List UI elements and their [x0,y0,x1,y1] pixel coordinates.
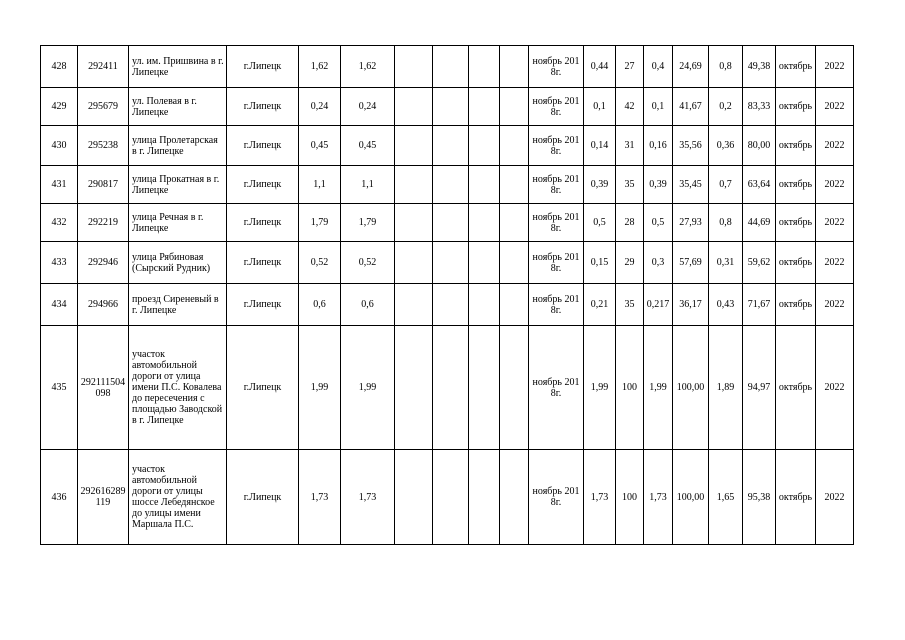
cell-num: 436 [41,450,78,545]
cell-num: 431 [41,166,78,204]
cell-len2: 0,24 [341,88,395,126]
cell-date: ноябрь 2018г. [529,450,584,545]
cell-city: г.Липецк [227,242,299,284]
cell-v1: 0,1 [584,88,616,126]
cell-len2: 0,52 [341,242,395,284]
cell-year: 2022 [816,46,854,88]
cell-v1: 0,44 [584,46,616,88]
cell-v6: 80,00 [743,126,776,166]
cell-date: ноябрь 2018г. [529,46,584,88]
cell-name: улица Пролетарская в г. Липецке [129,126,227,166]
cell-v1: 1,99 [584,326,616,450]
cell-len2: 1,79 [341,204,395,242]
cell-v6: 59,62 [743,242,776,284]
cell-v6: 49,38 [743,46,776,88]
cell-city: г.Липецк [227,326,299,450]
cell-year: 2022 [816,166,854,204]
cell-v5: 0,31 [709,242,743,284]
cell-num: 435 [41,326,78,450]
table-row [41,126,854,166]
table-row [41,284,854,326]
cell-c10 [500,242,529,284]
cell-code: 294966 [78,284,129,326]
cell-name: участок автомобильной дороги от улица имени П.С. Ковалева до пересечения с площадью Заводской в г. Липецке [129,326,227,450]
cell-c10 [500,166,529,204]
cell-v5: 0,2 [709,88,743,126]
cell-c10 [500,88,529,126]
cell-city: г.Липецк [227,204,299,242]
cell-len2: 1,62 [341,46,395,88]
cell-code: 292946 [78,242,129,284]
cell-len2: 1,1 [341,166,395,204]
cell-num: 429 [41,88,78,126]
cell-v5: 0,8 [709,46,743,88]
cell-c10 [500,46,529,88]
cell-v4: 41,67 [673,88,709,126]
cell-len2: 0,45 [341,126,395,166]
cell-v5: 0,43 [709,284,743,326]
cell-len2: 1,99 [341,326,395,450]
cell-year: 2022 [816,450,854,545]
cell-c7 [395,326,433,450]
cell-c7 [395,242,433,284]
table-row [41,46,854,88]
cell-c9 [469,326,500,450]
cell-month: октябрь [776,242,816,284]
cell-num: 430 [41,126,78,166]
cell-v1: 0,15 [584,242,616,284]
cell-name: улица Речная в г. Липецке [129,204,227,242]
cell-v4: 36,17 [673,284,709,326]
cell-v5: 0,36 [709,126,743,166]
cell-name: участок автомобильной дороги от улицы шоссе Лебедянское до улицы имени Маршала П.С. [129,450,227,545]
cell-c7 [395,204,433,242]
cell-len1: 0,45 [299,126,341,166]
cell-name: ул. Полевая в г. Липецке [129,88,227,126]
cell-city: г.Липецк [227,126,299,166]
cell-v2: 100 [616,326,644,450]
cell-c9 [469,126,500,166]
cell-v3: 0,5 [644,204,673,242]
cell-code: 292411 [78,46,129,88]
cell-v4: 35,56 [673,126,709,166]
cell-v4: 100,00 [673,326,709,450]
cell-month: октябрь [776,204,816,242]
cell-len1: 1,79 [299,204,341,242]
cell-date: ноябрь 2018г. [529,88,584,126]
cell-c7 [395,126,433,166]
cell-v1: 0,21 [584,284,616,326]
cell-city: г.Липецк [227,46,299,88]
cell-v2: 27 [616,46,644,88]
cell-year: 2022 [816,126,854,166]
cell-v3: 0,1 [644,88,673,126]
cell-len1: 0,52 [299,242,341,284]
cell-c9 [469,242,500,284]
cell-v3: 0,217 [644,284,673,326]
cell-num: 428 [41,46,78,88]
table-row [41,166,854,204]
cell-v3: 1,99 [644,326,673,450]
cell-city: г.Липецк [227,450,299,545]
cell-city: г.Липецк [227,284,299,326]
cell-c7 [395,284,433,326]
cell-month: октябрь [776,88,816,126]
cell-v1: 0,39 [584,166,616,204]
cell-c9 [469,204,500,242]
cell-c10 [500,326,529,450]
cell-v5: 0,8 [709,204,743,242]
cell-v6: 94,97 [743,326,776,450]
cell-code: 295679 [78,88,129,126]
cell-v1: 0,5 [584,204,616,242]
cell-len1: 1,1 [299,166,341,204]
cell-year: 2022 [816,326,854,450]
cell-month: октябрь [776,46,816,88]
cell-v3: 0,3 [644,242,673,284]
cell-date: ноябрь 2018г. [529,166,584,204]
cell-code: 292111504098 [78,326,129,450]
cell-month: октябрь [776,166,816,204]
cell-v5: 0,7 [709,166,743,204]
cell-v2: 31 [616,126,644,166]
cell-c8 [433,242,469,284]
cell-v4: 24,69 [673,46,709,88]
cell-v2: 35 [616,284,644,326]
cell-month: октябрь [776,326,816,450]
cell-len2: 0,6 [341,284,395,326]
cell-len1: 1,99 [299,326,341,450]
cell-name: ул. им. Пришвина в г. Липецке [129,46,227,88]
cell-c10 [500,284,529,326]
table-row [41,88,854,126]
cell-date: ноябрь 2018г. [529,326,584,450]
cell-year: 2022 [816,242,854,284]
cell-code: 292616289119 [78,450,129,545]
cell-v1: 0,14 [584,126,616,166]
cell-num: 433 [41,242,78,284]
cell-c7 [395,88,433,126]
cell-v5: 1,89 [709,326,743,450]
cell-c9 [469,88,500,126]
cell-v6: 44,69 [743,204,776,242]
cell-v2: 100 [616,450,644,545]
cell-v3: 0,39 [644,166,673,204]
cell-name: улица Рябиновая (Сырский Рудник) [129,242,227,284]
cell-date: ноябрь 2018г. [529,126,584,166]
cell-c7 [395,166,433,204]
cell-month: октябрь [776,126,816,166]
cell-v3: 0,16 [644,126,673,166]
cell-len1: 0,24 [299,88,341,126]
cell-date: ноябрь 2018г. [529,284,584,326]
cell-c7 [395,450,433,545]
cell-c10 [500,450,529,545]
cell-len1: 0,6 [299,284,341,326]
cell-year: 2022 [816,284,854,326]
cell-c9 [469,166,500,204]
cell-v5: 1,65 [709,450,743,545]
cell-v2: 35 [616,166,644,204]
cell-len1: 1,73 [299,450,341,545]
cell-name: проезд Сиреневый в г. Липецке [129,284,227,326]
cell-code: 290817 [78,166,129,204]
cell-v1: 1,73 [584,450,616,545]
cell-city: г.Липецк [227,166,299,204]
cell-code: 292219 [78,204,129,242]
table-row [41,204,854,242]
cell-c9 [469,284,500,326]
cell-v6: 71,67 [743,284,776,326]
cell-c8 [433,126,469,166]
cell-code: 295238 [78,126,129,166]
road-table [40,45,854,545]
cell-c8 [433,166,469,204]
cell-v2: 29 [616,242,644,284]
cell-date: ноябрь 2018г. [529,242,584,284]
cell-c7 [395,46,433,88]
cell-v6: 63,64 [743,166,776,204]
cell-city: г.Липецк [227,88,299,126]
cell-c9 [469,450,500,545]
cell-v2: 28 [616,204,644,242]
cell-c8 [433,88,469,126]
cell-v3: 1,73 [644,450,673,545]
cell-month: октябрь [776,450,816,545]
cell-v6: 95,38 [743,450,776,545]
table-row [41,326,854,450]
cell-v4: 27,93 [673,204,709,242]
cell-c10 [500,204,529,242]
cell-c8 [433,204,469,242]
cell-len1: 1,62 [299,46,341,88]
cell-v6: 83,33 [743,88,776,126]
cell-v3: 0,4 [644,46,673,88]
cell-c9 [469,46,500,88]
cell-month: октябрь [776,284,816,326]
cell-c8 [433,284,469,326]
cell-v4: 100,00 [673,450,709,545]
cell-date: ноябрь 2018г. [529,204,584,242]
cell-v4: 57,69 [673,242,709,284]
cell-name: улица Прокатная в г. Липецке [129,166,227,204]
cell-num: 432 [41,204,78,242]
cell-c8 [433,450,469,545]
cell-c8 [433,46,469,88]
table-row [41,450,854,545]
cell-year: 2022 [816,88,854,126]
cell-num: 434 [41,284,78,326]
cell-len2: 1,73 [341,450,395,545]
cell-v2: 42 [616,88,644,126]
cell-v4: 35,45 [673,166,709,204]
cell-c10 [500,126,529,166]
cell-c8 [433,326,469,450]
table-row [41,242,854,284]
cell-year: 2022 [816,204,854,242]
